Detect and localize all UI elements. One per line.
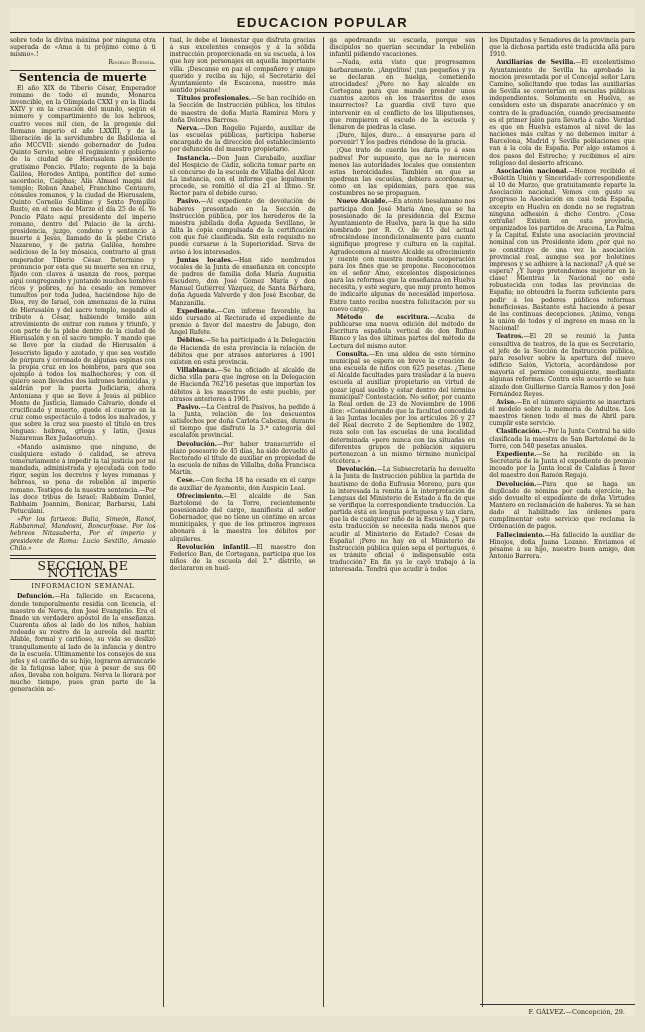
footer-divider [480, 1004, 635, 1005]
news-text: —Por haber transcurrido el plazo posesorio de 45 días, ha sido devuelto al Rectorado el título de auxiliar en propiedad de la escuela de niñas de Villalba, doña Francisca Martín. [169, 440, 316, 477]
news-text: —El excelentísimo Ayuntamiento de Sevilla ha aprobado la moción presentada por el Concejal señor Lara Camino, solicitando que todas las auxiliarías de Sevilla se conviertan en escuelas públicas independientes. Solamente en Huelva, se considera esto un disparate anacrónico y en contra de la graduación, cuando precisamente es el primer jalón para llevarla á cabo. Verdad es que en Huelva estamos al nivel de las naciones más cultas y no debemos imitar á Barcelona, Madrid y Sevilla poblaciones que van á la cola de España. Por algo estamos á dos pasos del Estrecho; y recibimos el aire religioso del desierto africano. [489, 59, 635, 167]
column-2 [163, 37, 316, 1007]
news-text: —Al expediente de devolución de haberes presentado en la Sección de Instrucción pública, por los herederos de la maestra jubilada doña Agueda Sevillano, le falta la copia compulsada de la certificación con que fué clasificada. Sin este requisito no puede cursarse á la Superioridad. Sirva de aviso á los interesados. [169, 198, 316, 256]
news-item [170, 367, 316, 403]
news-item [489, 481, 635, 531]
news-item [170, 337, 316, 366]
news-text: —Para que se haga un duplicado de nómina por cada ejercicio, ha sido devuelto el expediente de doña Virtudes Mantero en reclamación de haberes. Ya se han dado al habilitado las órdenes para cumplimentar este servicio que reclama la Ordenación de pagos. [489, 480, 635, 531]
news-heading: Clasificación. [496, 428, 542, 436]
news-item [170, 198, 316, 255]
newspaper-page [10, 8, 635, 1016]
news-item [170, 257, 316, 307]
news-item [330, 314, 476, 350]
news-item [10, 593, 156, 693]
news-text: —Acaba de publicarse una nueva edición del método de Escritura española vertical de don Rufino Blanco y las dos últimas partes del método de Lectura del mismo autor. [329, 313, 476, 350]
news-text: —En el número siguiente se insertará el modelo sobre la memoria de Adultos. Los maestros tienen todo el mes de Abril para cumplir este servicio. [489, 398, 635, 428]
article-paragraph: »Por los fariseos: Bulia, Simeón, Ronol, Rabbanmal, Mandosni, Boncurfosse. Por los hebreos Nitasuberta, Por el imperio y presidente de Roma: Lucio Sextillo, Amasio Chilo.» [10, 516, 156, 552]
news-heading: Pasivo. [176, 198, 201, 206]
article-paragraph: «Mando asimismo que ninguno, de cualquiera estado ó calidad, se atreva temerariamente á impedir la tal justicia por mí mandada, administrada y ejecutada con todo rigor, según los decretos y leyes romanas y hebreas, so pena de rebelión al imperio romano. Testigos de la nuestra sentencia.—Por las doce tribus de Israel: Rabbaim Daniel, Rabbaim Joannim, Bonicar, Barbarsu, Labi Petuculani. [10, 443, 156, 515]
news-text: —La Subsecretaría ha devuelto á la Junta de Instrucción pública la partida de bautismo de doña Eufrasia Moreno, para que la interesada la remita á la interpretación de Lenguas del Ministerio de Estado á fin de que se verifique la correspondiente traducción. La partida está en lengua portuguesa y tan clara, que la de cualquier niño de la Escuela. ¿Y para esta traducción se necesita nada menos que acudir al Ministerio de Estado? Cosas de España! ¡Pero no hay en el Ministerio de Instrucción pública quien sepa el portugués, ó es trámite oficial é indispensable esta traducción? En fin ya le cayó trabajo á la interesada. Tendrá que acudir á todos [329, 466, 476, 574]
news-heading: Débitos. [176, 337, 205, 345]
news-text: —Se ha oficiado al alcalde de dicha villa para que ingrese en la Delegación de Hacienda 762'16 pesetas que importan los débitos á los maestros de este pueblo, por atrasos anteriores á 1901. [169, 367, 316, 403]
news-heading: Cese. [176, 477, 195, 485]
column-1 [10, 37, 156, 1007]
news-text: —Hemos recibido el «Boletín Unión y Sinceridad» correspondiente al 10 de Marzo, que gratuitamente reparte la Asociación nacional. Vemos con gusto su progreso la Asociación en casi toda España, excepto en Huelva en donde no se registran ninguna adhesión á dicho Centro. ¿Cosa extraña! Existen en esta provincia, organizados los partidos de Aracena, La Palma y la Capital. Existe una asociación provincial nominal con un Presidente idem ¿por qué no se constituye de una vez la asociación provincial real, aunque sea por boletines impresos y se adhiere á la nacional? ¿Á qué se espera? ¿Y luego pretendemos mejorar en la clase! Mientras la Nacional no esté robustecida con todas las provincias de España; no obtendrá la fuerza suficiente para pedir á los poderes públicos reformas beneficiosas. Bastante está haciendo á pesar de las continuas decepciones. ¡Animo, venga la unión de todos y el ingreso en masa en la Nacional! [489, 167, 635, 333]
news-item [170, 477, 316, 491]
news-heading: Instancia. [176, 154, 211, 162]
news-item [489, 532, 635, 561]
printer-imprint: F. GÁLVEZ.—Concepción, 29. [528, 1008, 625, 1016]
continued-text: sobre todo la divina máxima por ninguna otra superada de «Ama á tu prójimo como á ti mismo».! [10, 37, 156, 59]
news-text: —Don Rogelio Fajardo, auxiliar de las escuelas públicas, participa haberse encargado de la dirección del establecimiento por defunción del maestro propietario. [169, 124, 316, 154]
news-heading: Pasivo. [176, 403, 201, 411]
news-heading: Nerva. [176, 124, 200, 132]
news-text: —El alcalde de San Bartolomé de la Torre, recientemente posesionado del cargo, manifiesta al señor Gobernador, que no tiene un céntimo en arcas municipales, y que de los primeros ingresos abonará á la maestra los débitos por alquileres. [169, 492, 316, 543]
news-heading: Villablanca. [176, 367, 217, 375]
news-heading: Devolución. [176, 440, 217, 448]
continued-text: los Diputados y Senadores de la provincia para que la dichosa partida esté traducida allá para 1910. [489, 37, 635, 59]
news-item [489, 451, 635, 480]
section-title: Sentencia de muerte [18, 70, 147, 84]
news-item [489, 168, 635, 333]
news-item [170, 125, 316, 154]
subsection-title: INFORMACION SEMANAL [31, 582, 135, 591]
news-item [330, 466, 476, 573]
article-paragraph: —Nada, está visto que progresamos barbaramente. ¡Angelitos! ¡tan pequeños y ya se declaran en huelga, cometiendo atrocidades! ¿Pero no hay alcalde en Cortegana para que mande prender unos cuantos azotes en los traseritos de esos insurrectos? La guardia civil tuvo que intervenir en el conflicto de los liliputienses, que rompieron el escudo de la escuela y llenaron de piedras la clase. [329, 59, 476, 131]
section-title-noticias: SECCION DE NOTICIAS [37, 557, 129, 581]
article-paragraph: El año XIX de Tiberio César, Emperador romano de todo el mundo, Monarca invencible, en la Olimpiada CXXI y en la Iliada XXIV y en la creación del mundo, según el número y compartimiento de los hebreos, cuatro veces mil cien, de la progenie del Romano imperio el año LXXIII, y de la liberación de la servidumbre de Babilonia el año MCCVII: siendo gobernador de Judea Quinto Servio, sobre el regimiento y gobierno de la ciudad de Hierusalem presidente gratísimo Poncio. Pilato; regente de la baja Galilea, Herodes Antipa, pontífice del sumo sacerdocio, Caiphas; Alis Almael magni del templo; Roban Anabel, Franchino Centauro, cónsules romanos, y la ciudad de Hierusalem, Quinto Cornelio Sublime y Sexto Pompilio Rusto, en el mes de Marzo el día 25 de él. Yo Poncio Pilato aquí presidente del imperio romano, dentro del Palacio de la archi-presidencia, juzgo, condeno y sentencio á muerte á Jesús, llamado de la plebe Cristo Nazareno, y de patria Galilea, hombre sedicioso de la ley mósaica, contrario al gran emperador Tiberio César. Determino y pronuncio por esta que su muerte sea en cruz, fijado con clavos á usanza de reos, porque aquí congregando y juntando muchos hombres ricos y pobres, no ha cesado en remover tumultos por toda Judea, haciéndose hijo de Dios, rey de Israel, con amenazas de la ruina de Hierusalén y del sacro templo, negando el tributo á César, habiendo tenido aún atrevimiento de entrar con ramos y triunfo, y con parte de la plebe dentro de la ciudad de Hierusalén y en el sacro templo. Y mando que se lleve por la ciudad de Hierusalén á Jesucristo ligado y azotado, y que sea vestido de púrpura y coronado de algunas espinas con la propia cruz en los hombros, para que sea ejemplo á todos los malhechores; y con él quiero sean llevados dos ladrones homicidas, y saldrán por la puerta Judiciaria, ahora Antoniana y que se lleve á Jesús al público Monte de Justicia, llamado Calvario, donde el crucificado y muerto, quede el cuerpo en la cruz como espectáculo á todos los malvados, y que sobre la cruz sea puesto el título en tres lenguas: hebrea, griega y latín, (Jesus Nazarenus Rex Judaeorum). [10, 84, 156, 443]
column-3 [323, 37, 476, 1007]
news-item [489, 333, 635, 397]
news-heading: Expediente. [176, 307, 217, 315]
news-text: —Se ha recibido en la Secretaría de la Junta el expediente de premio incoado por la Junta local de Calañas á favor del maestro don Ramón Regajo. [489, 450, 635, 480]
news-item [330, 198, 476, 313]
news-item [489, 399, 635, 428]
news-item [330, 351, 476, 466]
news-text: —El 20 se reunió la Junta consultiva de teatros, de la que es Secretario, el jefe de la Sección de Instrucción pública, para resolver sobre la apertura del nuevo edificio Salón, Victoria, acordándose por mayoría el permiso consiguiente, mediante algunas reformas. Contra este acuerdo se han alzado don Guillermo García Ramos y don José Fernández Reyes. [489, 333, 635, 398]
continued-text: tual, le debe el bienestar que disfruta gracias á sus excelentes consejos y á la sólida instrucción proporcionada en su escuela, á los que hoy son personajes en aquella importante villa. ¡Descanse en paz el compañero y amigo querido y reciba su hijo, el Secretario del Ayuntamiento de Escacena, nuestro más sentido pésame! [169, 37, 316, 95]
news-item [170, 404, 316, 440]
article-paragraph: ¡Que trato de cuerda les daría yo á esos padres! Por supuesto, que no lo merecen menos las autoridades locales que consienten estas heroicidades. También en que se apedrean las escuelas, debiera acordonarse, como en las epidemias, para que sus costumbres no se propaguen. [329, 147, 476, 198]
news-item [170, 441, 316, 477]
news-text: —Han sido nombrados vocales de la Junta de enseñanza en concepto de padres de familia doña María Augustia Escudero, don José Gómez María y don Manuel Gutiérrez Vázquez, de Santa Bárbara, doña Agueda Valverde y don José Escobar, de Manzanilla. [169, 256, 316, 307]
continued-text: ga apedreando su escuela, porque sus discípulos no querían secundar la rebelión infantil pidiendo vacaciones. [329, 37, 476, 59]
news-heading: Asociación nacional. [496, 167, 569, 175]
news-heading: Fallecimiento. [496, 531, 545, 539]
news-heading: Nuevo Alcalde. [336, 198, 388, 206]
news-heading: Títulos profesionales. [176, 95, 251, 103]
author-signature: Rogelio Buendía. [108, 59, 156, 67]
news-heading: Expediente. [496, 450, 537, 458]
article-paragraph: ¡Duro, hijos, duro... á ensayarse para el porvenir! Y los padres riéndose de la gracia. [329, 132, 476, 147]
news-text: —Se han recibido en la Sección de Instrucción pública, los títulos de maestra de doña María Ramírez Mora y doña Dolores Barroso. [169, 95, 316, 124]
news-item [170, 544, 316, 573]
news-text: —La Central de Pasivos, ha pedido á la Junta, relación de los descuentos satisfechos por doña Carlota Cabezas, durante el tiempo que disfrutó la 3.ª categoría del escalafón provincial. [169, 403, 316, 440]
news-text: —Por la Junta Central ha sido clasificada la maestra de San Bartolomé de la Torre, con 540 pesetas anuales. [489, 428, 635, 450]
news-item [170, 95, 316, 124]
news-text: —Con fecha 18 ha cesado en el cargo de auxiliar de Ayamonte, don Auspicio Leal. [169, 477, 316, 492]
news-text: —En una aldea de este término municipal se espera en breve la creación de una escuela de niños con 625 pesetas. ¿Tiene el Alcalde facultades para trasladar á la nueva escuela al auxiliar propietario en virtud de gozar igual sueldo y estar dentro del término municipal? Contestación. No señor, por cuanto la Real orden de 23 de Noviembre de 1906 dice: «Considerando que la facultad concedida á las Juntas locales por los artículos 26 y 27 del Real decreto 2 de Septiembre de 1902, reza solo con las escuelas de una localidad determinada »pero nunca con las situadas en diferentes grupos de población siquiera pertenezcan á un mismo término municipal etcétera.» [329, 350, 476, 466]
news-text: —Ha fallecido la auxiliar de Hinojos, doña Juana Lozano. Enviamos el pésame á su hijo, nuestro buen amigo, don Antonio Barrera. [489, 531, 635, 561]
news-item [170, 493, 316, 543]
news-item [489, 428, 635, 449]
news-heading: Devolución. [336, 466, 377, 474]
news-heading: Ofrecimiento. [176, 492, 224, 500]
news-item [170, 155, 316, 198]
news-heading: Revolución infantil. [176, 543, 251, 551]
news-text: —Se ha participado á la Delegación de Hacienda de esta provincia la relación de débitos que por atrasos anteriores á 1901 existen en esta provincia. [169, 337, 316, 366]
page-title: EDUCACION POPULAR [236, 15, 409, 30]
news-text: —Con informe favorable, ha sido cursado al Rectorado el expediente de premio á favor del maestro de Jabugo, don Angel Rufete. [169, 307, 316, 337]
news-text: —En atento besalamano nos participa don José María Amo, que se ha posesionado de la presidencia del Excmo Ayuntamiento de Huelva, para la que ha sido nombrado por R. O. de 15 del actual ofreciéndose incondicionalmente para cuanto signifique progreso y cultura en la capital. Agradecemos al nuevo Alcalde su ofrecimiento y cuente con nuestra modesta cooperación para los fines que se propone. Reconocemos en el señor Amo, excelentes disposiciones para las reformas que la enseñanza en Huelva necesita, y esté seguro, que muy pronto hemos de indicarle algunas de necesidad imperiosa. Entre tanto reciba nuestra felicitación por su nuevo cargo. [329, 198, 476, 313]
news-text: —El maestro don Federico Ban, de Cortegana, participa que los niños de la escuela del 2.° distrito, se declararon en huel- [169, 543, 316, 573]
masthead [10, 8, 635, 33]
news-text: —Don Juan Caraballo, auxiliar del Hospicio de Cádiz, solicita tomar parte en el concurso de la escuela de Villalba del Alcor. La instancia, con el informe que legalmente procede, se remitió el día 21 al Iltmo. Sr. Rector para el debido curso. [169, 154, 316, 198]
news-heading: Devolución. [496, 480, 537, 488]
news-text: —Ha fallecido en Escacena, donde temporalmente residía con licencia, el maestro de Nerva, don José Evangelio. Era el finado un verdadero apóstol de la enseñanza. Cuarenta años al lado de los niños, habían rodeado su rostro de la aureola del martir. Afable, formal y cariñoso, su vida se deslizó tranquilamente al lado de la infancia y dentro de la escuela. Ultimamente los consejos de sus jefes y el cariño de su hijo, lograron arrancarle de la fatigosa labor, que á pesar de sus 60 años, llevaba con holgura. Nerva le llorará por mucho tiempo, pues gran parte de la generación ac- [10, 593, 156, 694]
news-heading: Juntas locales. [176, 256, 233, 264]
article-columns [10, 33, 635, 1007]
news-heading: Método de escritura. [336, 313, 430, 321]
news-heading: Aviso. [496, 398, 517, 406]
column-4 [482, 37, 635, 1007]
news-heading: Auxiliarías de Sevilla. [496, 59, 576, 67]
news-heading: Defunción. [17, 593, 55, 601]
news-item [170, 308, 316, 337]
news-item [489, 59, 635, 166]
news-heading: Consulta. [336, 350, 369, 358]
news-heading: Teatros. [496, 333, 524, 341]
